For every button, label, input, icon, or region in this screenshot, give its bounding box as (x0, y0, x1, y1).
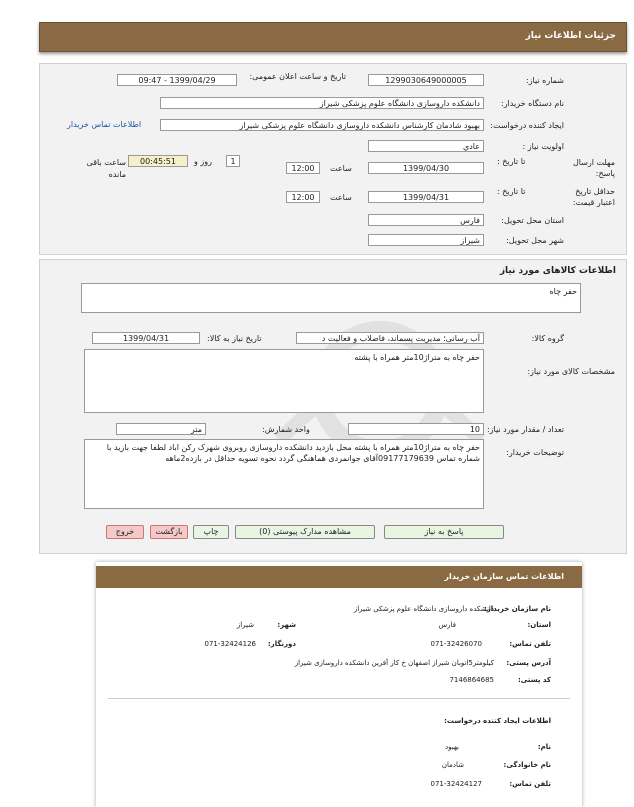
contact-fax-value: 071-32424126 (204, 640, 256, 648)
buyer-contact-link[interactable]: اطلاعات تماس خریدار (67, 120, 142, 129)
validity-time-field: 12:00 (286, 191, 320, 203)
exit-button[interactable]: خروج (106, 525, 144, 539)
reply-button[interactable]: پاسخ به نیاز (384, 525, 504, 539)
unit-label: واحد شمارش: (262, 425, 310, 434)
unit-field: متر (116, 423, 206, 435)
contact-address-value: کیلومتر5اتوبان شیراز اصفهان خ کار آفرین دانشکده داروسازی شیراز (294, 659, 494, 667)
contact-phone-label: تلفن تماس: (509, 640, 551, 648)
deadline-until-label: تا تاریخ : (497, 157, 526, 166)
contact-fax-label: دورنگار: (267, 640, 296, 648)
creator-phone-value: 071-32424127 (430, 780, 482, 788)
contact-card-header (96, 566, 582, 588)
deadline-time-field: 12:00 (286, 162, 320, 174)
need-date-label: تاریخ نیاز به کالا: (207, 334, 262, 343)
page-title: جزئیات اطلاعات نیاز (525, 31, 616, 41)
attachments-button[interactable]: مشاهده مدارک پیوستی (0) (235, 525, 375, 539)
creator-last-name-value: شادمان (441, 761, 464, 769)
specs-label: مشخصات کالای مورد نیاز: (527, 367, 615, 376)
qty-label: تعداد / مقدار مورد نیاز: (486, 425, 564, 434)
buyer-contact-card (96, 562, 582, 807)
contact-province-label: استان: (527, 621, 551, 629)
announce-label: تاریخ و ساعت اعلان عمومی: (249, 72, 346, 81)
priority-label: اولویت نیاز : (522, 142, 564, 151)
back-button[interactable]: بازگشت (150, 525, 188, 539)
group-label: گروه کالا: (531, 334, 564, 343)
contact-postal-value: 7146864685 (449, 676, 494, 684)
group-field: آب رسانی؛ مدیریت پسماند، فاضلاب و فعالیت د (296, 332, 484, 344)
creator-first-name-value: بهبود (444, 743, 459, 751)
print-button[interactable]: چاپ (193, 525, 229, 539)
page-header (39, 22, 627, 52)
contact-address-label: آدرس پستی: (506, 659, 551, 667)
validity-date-field: 1399/04/31 (368, 191, 484, 203)
contact-card-title: اطلاعات تماس سازمان خریدار (444, 572, 564, 581)
contact-city-label: شهر: (277, 621, 296, 629)
contact-province-value: فارس (438, 621, 456, 629)
validity-time-label: ساعت (330, 193, 352, 202)
contact-phone-value: 071-32426070 (430, 640, 482, 648)
contact-city-value: شیراز (236, 621, 254, 629)
desc-label: توضیحات خریدار: (506, 448, 564, 457)
buyer-org-label: نام دستگاه خریدار: (501, 99, 564, 108)
remaining-days-label: روز و (194, 157, 212, 166)
creator-phone-label: تلفن تماس: (509, 780, 551, 788)
remaining-days-field: 1 (226, 155, 240, 167)
contact-org-label: نام سازمان خریدار: (483, 605, 551, 613)
remaining-time-field: 00:45:51 (128, 155, 188, 167)
contact-postal-label: کد پستی: (517, 676, 551, 684)
contact-org-value: دانشکده داروسازی دانشگاه علوم پزشکی شیراز (353, 605, 494, 613)
creator-field: بهبود شادمان کارشناس دانشکده داروسازی دانشگاه علوم پزشکی شیراز (160, 119, 484, 131)
city-field: شیراز (368, 234, 484, 246)
city-label: شهر محل تحویل: (506, 236, 564, 245)
contact-separator (108, 698, 570, 699)
validity-until-label: تا تاریخ : (497, 187, 526, 196)
creator-first-name-label: نام: (537, 743, 551, 751)
desc-field: حفر چاه به متراژ10متر همراه با پشته محل بازدید دانشکده داروسازی روبروی شهرک رکن اباد لطفا جهت بازید با شماره تماس 09177179639آقای جوانمردی هماهنگی گردد نحوه تسویه حداقل در بازده2ماهه (84, 439, 484, 509)
priority-field: عادي (368, 140, 484, 152)
creator-label: ایجاد کننده درخواست: (490, 121, 564, 130)
validity-label: حداقل تاریخ اعتبار قیمت: (572, 187, 615, 207)
deadline-label: مهلت ارسال پاسخ: (572, 158, 615, 178)
creator-last-name-label: نام خانوادگی: (503, 761, 551, 769)
goods-section-title: اطلاعات کالاهای مورد نیاز (499, 266, 616, 276)
qty-field: 10 (348, 423, 484, 435)
province-field: فارس (368, 214, 484, 226)
announce-field: 1399/04/29 - 09:47 (117, 74, 237, 86)
province-label: استان محل تحویل: (501, 216, 564, 225)
specs-field: حفر چاه به متراژ10متر همراه با پشته (84, 349, 484, 413)
remaining-time-label: ساعت باقی مانده (86, 158, 126, 179)
need-number-label: شماره نیاز: (526, 76, 564, 85)
need-number-field: 1299030649000005 (368, 74, 484, 86)
deadline-date-field: 1399/04/30 (368, 162, 484, 174)
creator-info-title: اطلاعات ایجاد کننده درخواست: (444, 717, 551, 725)
need-date-field: 1399/04/31 (92, 332, 200, 344)
summary-field: حفر چاه (81, 283, 581, 313)
deadline-time-label: ساعت (330, 164, 352, 173)
buyer-org-field: دانشکده داروسازی دانشگاه علوم پزشکی شیراز (160, 97, 484, 109)
